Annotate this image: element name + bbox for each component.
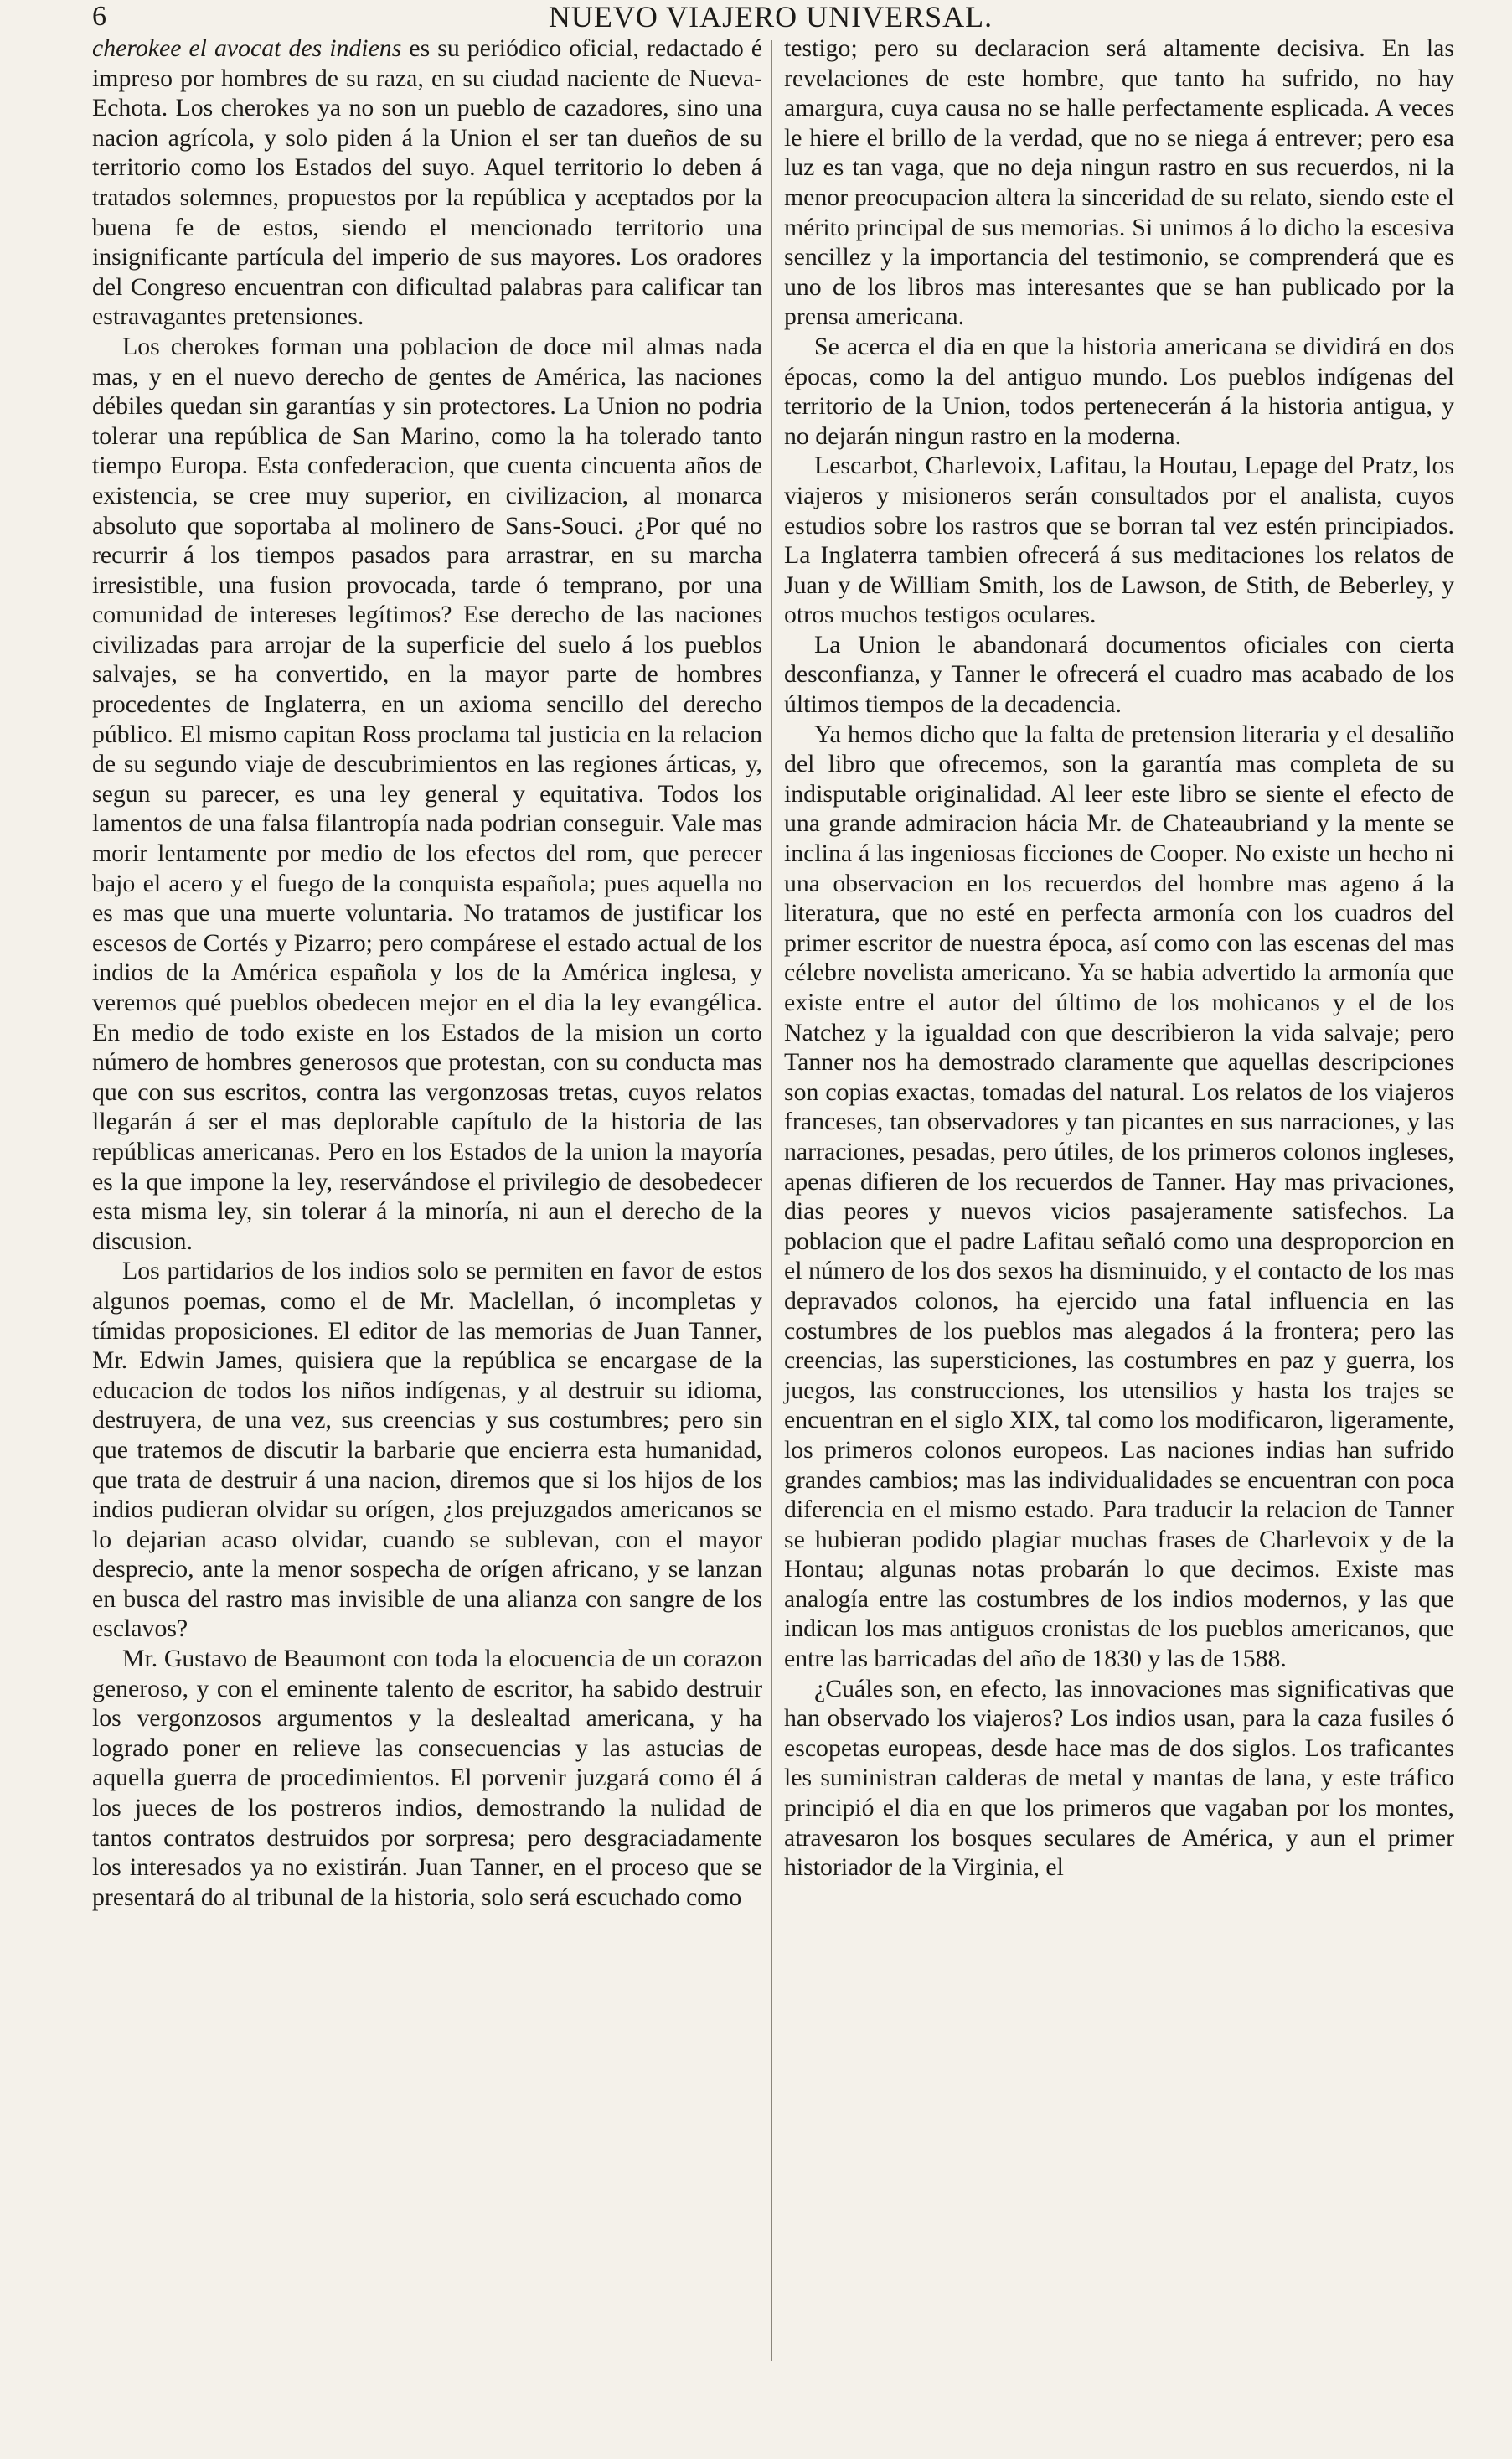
paragraph-text: es su periódico oficial, redactado é impreso por hombres de su raza, en su ciudad naciente de Nueva-Echota. Los cherokes ya no son un pueblo de cazadores, sino una nacion agrícola, y solo piden á la Union el ser tan dueños de su territorio como los Estados del suyo. Aquel territorio lo deben á tratados solemnes, propuestos por la república y aceptados por la buena fe de estos, siendo el mencionado territorio una insignificante partícula del imperio de sus mayores. Los oradores del Congreso encuentran con dificultad palabras para calificar tan estravagantes pretensiones. [92,34,762,331]
running-title: NUEVO VIAJERO UNIVERSAL. [548,0,993,34]
paragraph: Lescarbot, Charlevoix, Lafitau, la Houtau, Lepage del Pratz, los viajeros y misioneros serán consultados por el analista, cuyos estudios sobre los rastros que se borran tal vez estén principiados. La Inglaterra tambien ofrecerá á sus meditaciones los relatos de Juan y de William Smith, los de Lawson, de Stith, de Beberley, y otros muchos testigos oculares. [784,452,1454,629]
paragraph: Los cherokes forman una poblacion de doce mil almas nada mas, y en el nuevo derecho de gentes de América, las naciones débiles quedan sin garantías y sin protectores. La Union no podria tolerar una república de San Marino, como la ha tolerado tanto tiempo Europa. Esta confederacion, que cuenta cincuenta años de existencia, se cree muy superior, en civilizacion, al monarca absoluto que soportaba al molinero de Sans-Souci. ¿Por qué no recurrir á los tiempos pasados para arrastrar, en su marcha irresistible, una fusion provocada, tarde ó temprano, por una comunidad de intereses legítimos? Ese derecho de las naciones civilizadas para arrojar de la superficie del suelo á los pueblos salvajes, se ha convertido, en la mayor parte de hombres procedentes de Inglaterra, en un axioma sencillo del derecho público. El mismo capitan Ross proclama tal justicia en la relacion de su segundo viaje de descubrimientos en las regiones árticas, y, segun su parecer, es una ley general y equitativa. Todos los lamentos de una falsa filantropía nada podrian conseguir. Vale mas morir lentamente por medio de los efectos del rom, que perecer bajo el acero y el fuego de la conquista española; pues aquella no es mas que una muerte voluntaria. No tratamos de justificar los escesos de Cortés y Pizarro; pero compárese el estado actual de los indios de la América española y los de la América inglesa, y veremos qué pueblos obedecen mejor en el dia la ley evangélica. En medio de todo existe en los Estados de la mision un corto número de hombres generosos que protestan, con su conducta mas que con sus escritos, contra las vergonzosas tretas, cuyos relatos llegarán á ser el mas deplorable capítulo de la historia de las repúblicas americanas. Pero en los Estados de la union la mayoría es la que impone la ley, reservándose el privilegio de desobedecer esta misma ley, sin tolerar á la minoría, ni aun el derecho de la discusion. [92,332,762,1255]
paragraph: Mr. Gustavo de Beaumont con toda la elocuencia de un corazon generoso, y con el eminente talento de escritor, ha sabido destruir los vergonzosos argumentos y la deslealtad americana, y ha logrado poner en relieve las consecuencias y las astucias de aquella guerra de procedimientos. El porvenir juzgará como él á los jueces de los postreros indios, demostrando la nulidad de tantos contratos destruidos por sorpresa; pero desgraciadamente los interesados ya no existirán. Juan Tanner, en el proceso que se presentará do al tribunal de la historia, solo será escuchado como [92,1645,762,1911]
paragraph: Los partidarios de los indios solo se permiten en favor de estos algunos poemas, como el de Mr. Maclellan, ó incompletas y tímidas proposiciones. El editor de las memorias de Juan Tanner, Mr. Edwin James, quisiera que la república se encargase de la educacion de todos los niños indígenas, y al destruir su idioma, destruyera, de una vez, sus creencias y sus costumbres; pero sin que tratemos de discutir la barbarie que encierra esta humanidad, que trata de destruir á una nacion, diremos que si los hijos de los indios pudieran olvidar su orígen, ¿los prejuzgados americanos se lo dejarian acaso olvidar, cuando se sublevan, con el mayor desprecio, ante la menor sospecha de orígen africano, y se lanzan en busca del rastro mas invisible de una alianza con sangre de los esclavos? [92,1257,762,1643]
paragraph: Se acerca el dia en que la historia americana se dividirá en dos épocas, como la del antiguo mundo. Los pueblos indígenas del territorio de la Union, todos pertenecerán á la historia antigua, y no dejarán ningun rastro en la moderna. [784,332,1454,450]
right-column [784,34,1454,1883]
paragraph: Ya hemos dicho que la falta de pretension literaria y el desaliño del libro que ofrecemos, son la garantía mas completa de su indisputable originalidad. Al leer este libro se siente el efecto de una grande admiracion hácia Mr. de Chateaubriand y la mente se inclina á las ingeniosas ficciones de Cooper. No existe un hecho ni una observacion en los recuerdos del hombre mas ageno á la literatura, que no esté en perfecta armonía con los cuadros del primer escritor de nuestra época, así como con las escenas del mas célebre novelista americano. Ya se habia advertido la armonía que existe entre el autor del último de los mohicanos y el de los Natchez y la igualdad con que describieron la vida salvaje; pero Tanner nos ha demostrado claramente que aquellas descripciones son copias exactas, tomadas del natural. Los relatos de los viajeros franceses, tan observadores y tan picantes en sus narraciones, y las narraciones, pesadas, pero útiles, de los primeros colonos ingleses, apenas difieren de los recuerdos de Tanner. Hay mas privaciones, dias peores y nuevos vicios pasajeramente satisfechos. La poblacion que el padre Lafitau señaló como una desproporcion en el número de los dos sexos ha disminuido, y el contacto de los mas depravados colonos, ha ejercido una fatal influencia en las costumbres de los pueblos mas alegados á la frontera; pero las creencias, las supersticiones, las costumbres en paz y guerra, los juegos, las construcciones, los utensilios y hasta los trajes se encuentran en el siglo XIX, tal como los modificaron, ligeramente, los primeros colonos europeos. Las naciones indias han sufrido grandes cambios; mas las individualidades se encuentran con poca diferencia en el mismo estado. Para traducir la relacion de Tanner se hubieran podido plagiar muchas frases de Charlevoix y de la Hontau; algunas notas probarán lo que decimos. Existe mas analogía entre las costumbres de los indios modernos, y las que indican los mas antiguos cronistas de los pueblos americanos, que entre las barricadas del año de 1830 y las de 1588. [784,720,1454,1673]
page-header [92,0,1449,34]
paragraph: testigo; pero su declaracion será altamente decisiva. En las revelaciones de este hombre, que tanto ha sufrido, no hay amargura, cuya causa no se halle perfectamente esplicada. A veces le hiere el brillo de la verdad, que no se niega á entrever; pero esa luz es tan vaga, que no deja ningun rastro en sus recuerdos, ni la menor preocupacion altera la sinceridad de su relato, siendo este el mérito principal de sus memorias. Si unimos á lo dicho la escesiva sencillez y la importancia del testimonio, se comprenderá que es uno de los libros mas interesantes que se han publicado por la prensa americana. [784,34,1454,331]
newspaper-title: cherokee el avocat des indiens [92,34,402,62]
column-divider [771,40,772,2361]
paragraph [92,34,762,332]
left-column [92,34,762,1912]
page-number: 6 [92,1,106,32]
paragraph: La Union le abandonará documentos oficiales con cierta desconfianza, y Tanner le ofrecerá el cuadro mas acabado de los últimos tiempos de la decadencia. [784,630,1454,719]
paragraph: ¿Cuáles son, en efecto, las innovaciones mas significativas que han observado los viajeros? Los indios usan, para la caza fusiles ó escopetas europeas, desde hace mas de dos siglos. Los traficantes les suministran calderas de metal y mantas de lana, y este tráfico principió el dia en que los primeros que vagaban por los montes, atravesaron los bosques seculares de América, y aun el primer historiador de la Virginia, el [784,1674,1454,1882]
